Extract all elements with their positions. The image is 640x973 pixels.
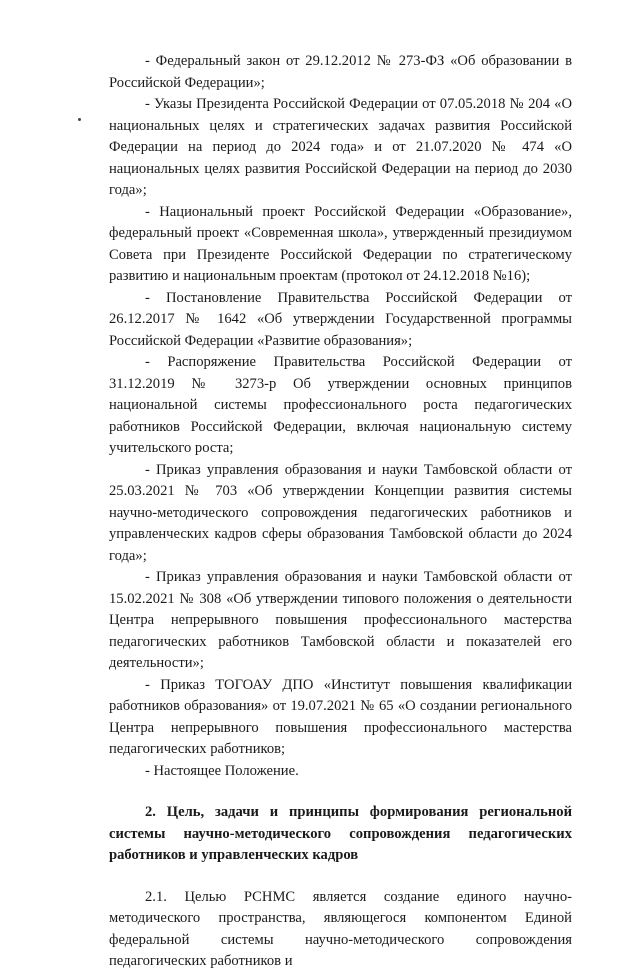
list-item: - Национальный проект Российской Федерации «Образование», федеральный проект «Современная школа», утвержденный президиумом Совета при Президенте Российской Федерации по стратегическому развитию и национальным проектам (протокол от 24.12.2018 №16); <box>109 203 572 284</box>
list-item: - Федеральный закон от 29.12.2012 № 273-ФЗ «Об образовании в Российской Федерации»; <box>109 53 572 91</box>
list-item: - Постановление Правительства Российской Федерации от 26.12.2017 № 1642 «Об утверждении Государственной программы Российской Федерации «Развитие образования»; <box>109 289 572 349</box>
list-item: - Распоряжение Правительства Российской Федерации от 31.12.2019 № 3273-р Об утверждении основных принципов национальной системы профессионального роста педагогических работников Российской Федерации, включая национальную систему учительского роста; <box>109 354 572 456</box>
list-item: - Приказ ТОГОАУ ДПО «Институт повышения квалификации работников образования» от 19.07.2021 № 65 «О создании регионального Центра непрерывного повышения профессионального мастерства педагогических работников; <box>109 676 572 757</box>
list-item: - Настоящее Положение. <box>145 762 299 779</box>
list-item: - Указы Президента Российской Федерации от 07.05.2018 № 204 «О национальных целях и стратегических задачах развития Российской Федерации на период до 2024 года» и от 21.07.2020 № 474 «О национальных целях развития Российской Федерации на период до 2030 года»; <box>109 96 572 198</box>
document-body <box>109 51 572 973</box>
section-paragraph: 2.1. Целью РСНМС является создание единого научно-методического пространства, являющегося компонентом Единой федеральной системы научно-методического сопровождения педагогических работников и <box>109 888 572 969</box>
list-item: - Приказ управления образования и науки Тамбовской области от 25.03.2021 № 703 «Об утверждении Концепции развития системы научно-методического сопровождения педагогических работников и управленческих кадров сферы образования Тамбовской области до 2024 года»; <box>109 461 572 564</box>
section-heading: 2. Цель, задачи и принципы формирования региональной системы научно-методического сопровождения педагогических работников и управленческих кадров <box>109 804 572 863</box>
list-item: - Приказ управления образования и науки Тамбовской области от 15.02.2021 № 308 «Об утверждении типового положения о деятельности Центра непрерывного повышения профессионального мастерства педагогических работников Тамбовской области и показателей его деятельности»; <box>109 569 572 671</box>
scan-speck <box>78 118 81 121</box>
